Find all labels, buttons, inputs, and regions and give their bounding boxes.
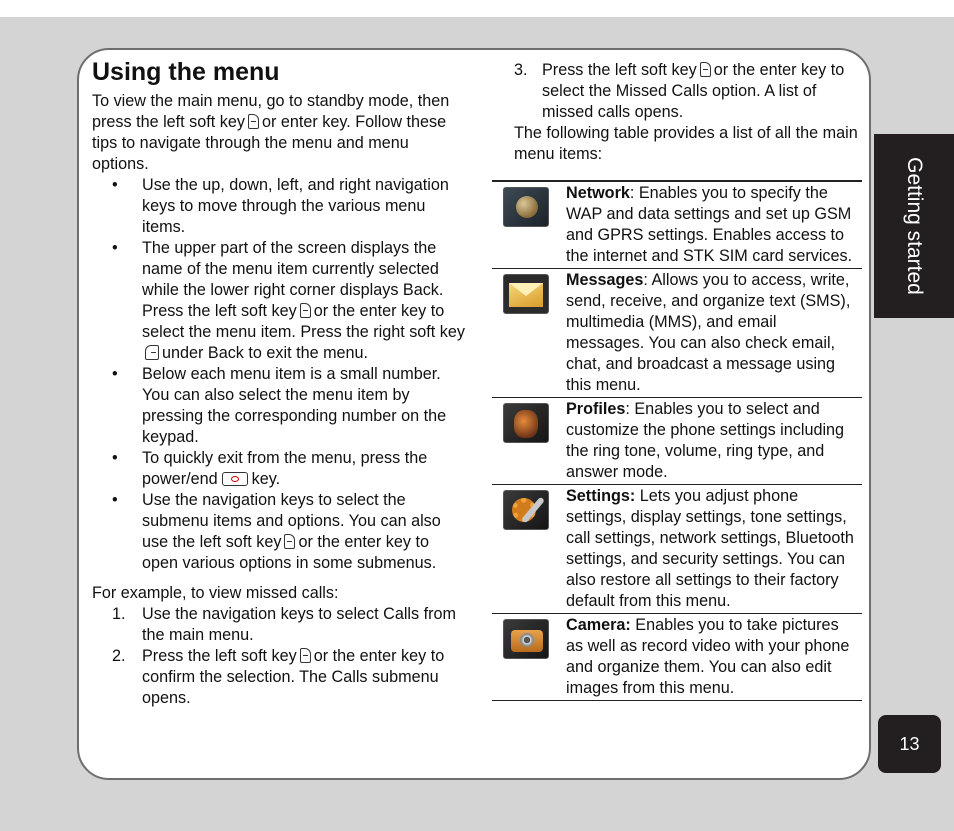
tip-text: key. [251, 470, 281, 488]
steps-list-right [514, 60, 864, 123]
menu-item-sep: : [625, 400, 630, 418]
intro-text-2: then press the left soft key [92, 92, 450, 131]
tips-list [92, 175, 467, 574]
tip-text: To quickly exit from the menu, press the power/end [142, 449, 428, 488]
menu-items-table [492, 180, 862, 701]
tip-item [92, 448, 467, 490]
left-soft-key-icon [248, 114, 259, 129]
step-text: Press the left soft key [142, 647, 297, 665]
section-side-tab [874, 134, 954, 318]
table-row-profiles [492, 398, 862, 485]
menu-item-desc: Allows you to access, write, send, receive, and organize text (SMS), multimedia (MMS), and email messages. You can also check email, chat, and broadcast a message using this menu. [566, 271, 851, 394]
table-row-messages [492, 269, 862, 398]
top-band [0, 0, 954, 17]
menu-item-name: Messages [566, 271, 644, 289]
left-soft-key-icon [300, 648, 311, 663]
step-number: 3. [514, 61, 528, 79]
menu-item-desc: Enables you to specify the WAP and data settings and set up GSM and GPRS settings. Enables access to the internet and STK SIM card services. [566, 184, 853, 265]
step-item [514, 60, 864, 123]
menu-item-name: Network [566, 184, 630, 202]
tip-text: Use the navigation keys to select the submenu items and options. You can also use the left soft key [142, 491, 441, 551]
messages-envelope-icon [503, 274, 549, 314]
power-end-key-icon [222, 472, 248, 486]
table-row-settings [492, 485, 862, 614]
menu-item-desc: Lets you adjust phone settings, display settings, tone settings, call settings, network settings, Bluetooth settings, and security settings. You can also restore all settings to their factory default from this menu. [566, 487, 854, 610]
tip-text: Use the up, down, left, and right navigation keys to move through the various menu items. [142, 176, 449, 236]
step-text: or the enter key to select the Missed Calls option. A list of missed calls opens. [542, 61, 845, 121]
tip-item [92, 175, 467, 238]
menu-item-name: Profiles [566, 400, 626, 418]
right-column [514, 60, 864, 165]
tip-text: under Back to exit the menu. [162, 344, 369, 362]
menu-item-name: Camera: [566, 616, 631, 634]
intro-text-4: Follow these tips to navigate through the menu and menu options. [92, 113, 447, 173]
step-text: or the enter key to confirm the selection. The Calls submenu opens. [142, 647, 445, 707]
steps-list-left [92, 604, 467, 709]
step-item [92, 604, 467, 646]
table-row-camera [492, 614, 862, 701]
table-intro: The following table provides a list of all the main menu items: [514, 124, 858, 163]
left-soft-key-icon [284, 534, 295, 549]
section-tab-label: Getting started [903, 157, 926, 295]
intro-text-1: To view the main menu, go to standby mode, [92, 92, 414, 110]
tip-text: or the enter key to open various options in some submenus. [142, 533, 437, 572]
tip-item [92, 238, 467, 364]
menu-item-sep: : [629, 184, 635, 202]
spacer [92, 574, 467, 583]
page-number: 13 [878, 715, 941, 773]
menu-item-desc: Enables you to take pictures as well as record video with your phone and organize them. You can also edit images from this menu. [566, 616, 850, 697]
step-number: 1. [112, 605, 126, 623]
page-title: Using the menu [92, 58, 280, 86]
left-soft-key-icon [700, 62, 711, 77]
settings-gear-icon [503, 490, 549, 530]
example-intro: For example, to view missed calls: [92, 584, 339, 602]
menu-item-desc: Enables you to select and customize the phone settings including the ring tone, volume, ring type, and answer mode. [566, 400, 845, 481]
network-globe-icon [503, 187, 549, 227]
step-text: Use the navigation keys to select Calls from the main menu. [142, 605, 456, 644]
right-soft-key-icon [145, 345, 159, 360]
intro-paragraph [92, 91, 467, 175]
tip-text: The upper part of the screen displays the name of the menu item currently selected while the lower right corner displays Back. Press the left soft key [142, 239, 444, 320]
tip-item [92, 364, 467, 448]
profiles-icon [503, 403, 549, 443]
left-soft-key-icon [300, 303, 311, 318]
camera-icon [503, 619, 549, 659]
tip-item [92, 490, 467, 574]
step-text: Press the left soft key [542, 61, 697, 79]
tip-text: Below each menu item is a small number. You can also select the menu item by pressing the corresponding number on the keypad. [142, 365, 447, 446]
intro-text-3: or enter key. [261, 113, 351, 131]
left-column [92, 57, 467, 709]
menu-item-sep: : [643, 271, 648, 289]
tip-text: or the enter key to select the menu item. Press the right soft key [142, 302, 465, 341]
table-row-network [492, 182, 862, 269]
step-item [92, 646, 467, 709]
menu-item-name: Settings: [566, 487, 636, 505]
step-number: 2. [112, 647, 126, 665]
